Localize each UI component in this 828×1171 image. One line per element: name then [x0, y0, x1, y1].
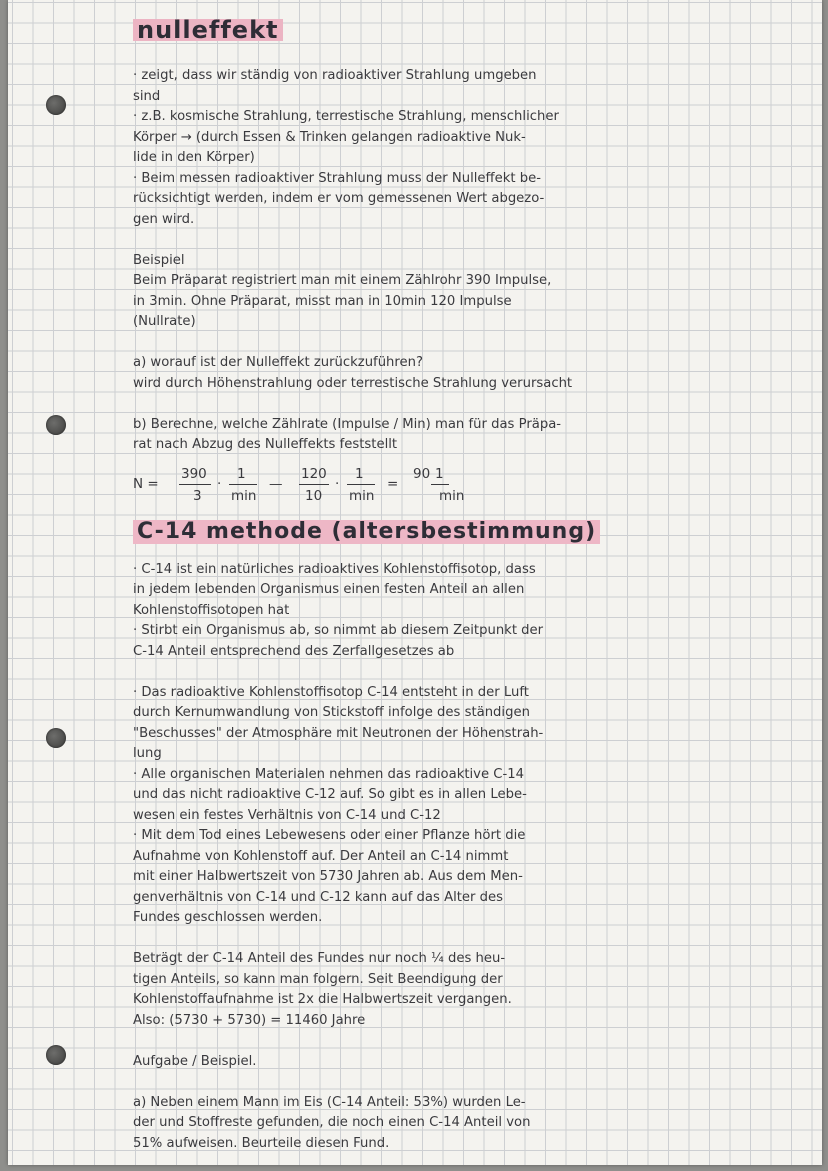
text-line: · Beim messen radioaktiver Strahlung muss der Nulleffekt be- [133, 170, 541, 186]
heading-c14-methode: C-14 methode (altersbestimmung) [133, 516, 600, 548]
text-line: mit einer Halbwertszeit von 5730 Jahren ab. Aus dem Men- [133, 869, 523, 884]
text-line: 51% aufweisen. Beurteile diesen Fund. [133, 1135, 390, 1151]
heading-nulleffekt: nulleffekt [133, 14, 283, 46]
text-line: · C-14 ist ein natürliches radioaktives Kohlenstoffisotop, dass [133, 561, 536, 577]
text-line: Also: (5730 + 5730) = 11460 Jahre [133, 1012, 366, 1028]
formula-denominator: 3 [193, 487, 202, 504]
formula-unit: min [439, 487, 465, 504]
answer-a: wird durch Höhenstrahlung oder terrestische Strahlung verursacht [133, 375, 573, 391]
text-line: C-14 Anteil entsprechend des Zerfallgesetzes ab [133, 643, 455, 659]
formula-dot: · [335, 475, 340, 492]
text-line: Aufnahme von Kohlenstoff auf. Der Anteil an C-14 nimmt [133, 848, 509, 864]
formula-numerator: 120 [301, 465, 327, 482]
task-label: Aufgabe / Beispiel. [133, 1053, 257, 1069]
text-line: · Stirbt ein Organismus ab, so nimmt ab diesem Zeitpunkt der [133, 623, 544, 638]
text-line: · Mit dem Tod eines Lebewesens oder einer Pflanze hört die [133, 828, 526, 843]
formula-numerator: 1 [435, 465, 444, 482]
handwritten-notes [133, 14, 733, 1154]
formula-lhs: N = [133, 475, 159, 492]
notebook-page [8, 0, 822, 1165]
text-line: genverhältnis von C-14 und C-12 kann auf das Alter des [133, 889, 504, 905]
text-line: Körper → (durch Essen & Trinken gelangen radioaktive Nuk- [133, 129, 526, 145]
text-line: Fundes geschlossen werden. [133, 910, 323, 925]
punch-hole [46, 415, 66, 435]
task-a [133, 1093, 733, 1155]
text-line: und das nicht radioaktive C-12 auf. So gibt es in allen Lebe- [133, 787, 527, 802]
formula-denominator: 10 [305, 487, 323, 504]
text-line: "Beschusses" der Atmosphäre mit Neutronen der Höhenstrah- [133, 725, 544, 741]
text-line: (Nullrate) [133, 314, 196, 329]
punch-hole [46, 95, 66, 115]
text-line: in jedem lebenden Organismus einen festen Anteil an allen [133, 582, 525, 597]
formula-dot: · [217, 475, 222, 492]
text-line: rat nach Abzug des Nulleffekts feststellt [133, 437, 398, 452]
text-line: Kohlenstoffaufnahme ist 2x die Halbwertszeit vergangen. [133, 992, 512, 1007]
c14-calculation [133, 949, 733, 1031]
text-line: in 3min. Ohne Präparat, misst man in 10min 120 Impulse [133, 293, 512, 309]
text-line: · z.B. kosmische Strahlung, terrestische Strahlung, menschlicher [133, 109, 559, 124]
example-label: Beispiel [133, 252, 185, 268]
formula-minus: — [269, 475, 283, 492]
text-line: Beträgt der C-14 Anteil des Fundes nur noch ¼ des heu- [133, 951, 506, 966]
text-line: gen wird. [133, 211, 195, 227]
c14-intro [133, 560, 733, 663]
question-a: a) worauf ist der Nulleffekt zurückzuführen? [133, 355, 424, 370]
question-b: b) Berechne, welche Zählrate (Impulse / Min) man für das Präpa- [133, 416, 562, 432]
text-line: rücksichtigt werden, indem er vom gemessenen Wert abgezo- [133, 191, 545, 206]
text-line: · Das radioaktive Kohlenstoffisotop C-14 entsteht in der Luft [133, 684, 529, 700]
zaehlrate-formula [133, 464, 733, 508]
text-line: lide in den Körper) [133, 150, 255, 165]
nulleffekt-bullets [133, 66, 733, 230]
formula-numerator: 1 [355, 465, 364, 482]
text-line: · zeigt, dass wir ständig von radioaktiver Strahlung umgeben [133, 68, 537, 83]
text-line: sind [133, 88, 161, 104]
formula-numerator: 390 [181, 465, 207, 482]
c14-details [133, 683, 733, 929]
formula-unit: min [349, 487, 375, 504]
text-line: durch Kernumwandlung von Stickstoff infolge des ständigen [133, 705, 530, 720]
formula-result: 90 [413, 465, 431, 482]
text-line: der und Stoffreste gefunden, die noch einen C-14 Anteil von [133, 1115, 531, 1130]
formula-equals: = [387, 475, 399, 492]
punch-hole [46, 728, 66, 748]
formula-numerator: 1 [237, 465, 246, 482]
punch-hole [46, 1045, 66, 1065]
text-line: a) Neben einem Mann im Eis (C-14 Anteil: 53%) wurden Le- [133, 1094, 526, 1110]
text-line: tigen Anteils, so kann man folgern. Seit Beendigung der [133, 971, 503, 987]
formula-unit: min [231, 487, 257, 504]
text-line: lung [133, 746, 162, 761]
text-line: wesen ein festes Verhältnis von C-14 und C-12 [133, 807, 441, 823]
text-line: · Alle organischen Materialen nehmen das radioaktive C-14 [133, 766, 525, 782]
text-line: Beim Präparat registriert man mit einem Zählrohr 390 Impulse, [133, 273, 552, 288]
text-line: Kohlenstoffisotopen hat [133, 602, 290, 618]
